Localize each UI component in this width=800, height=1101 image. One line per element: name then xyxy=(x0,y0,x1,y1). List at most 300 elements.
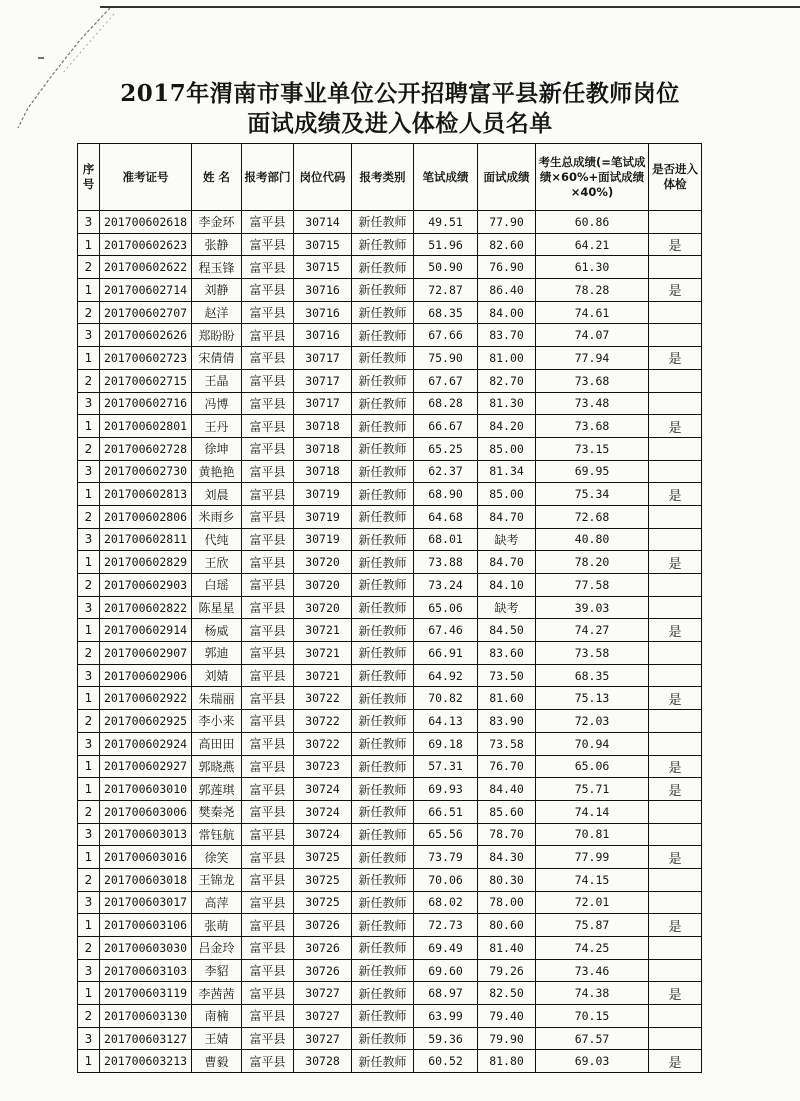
cell-dept: 富平县 xyxy=(242,279,294,302)
cell-interview: 85.00 xyxy=(478,483,536,506)
cell-written: 68.02 xyxy=(414,891,478,914)
cell-category: 新任教师 xyxy=(352,914,414,937)
cell-dept: 富平县 xyxy=(242,732,294,755)
cell-interview: 83.70 xyxy=(478,324,536,347)
cell-interview: 78.00 xyxy=(478,891,536,914)
cell-name: 赵洋 xyxy=(192,301,242,324)
cell-exam-id: 201700602714 xyxy=(100,279,192,302)
cell-total: 73.48 xyxy=(536,392,649,415)
cell-interview: 84.50 xyxy=(478,619,536,642)
cell-post: 30727 xyxy=(294,1005,352,1028)
cell-physical: 是 xyxy=(649,687,702,710)
cell-category: 新任教师 xyxy=(352,1027,414,1050)
cell-written: 68.01 xyxy=(414,528,478,551)
cell-category: 新任教师 xyxy=(352,301,414,324)
cell-total: 72.68 xyxy=(536,505,649,528)
cell-seq: 3 xyxy=(78,528,100,551)
cell-post: 30726 xyxy=(294,959,352,982)
cell-written: 67.66 xyxy=(414,324,478,347)
cell-seq: 1 xyxy=(78,846,100,869)
cell-exam-id: 201700602806 xyxy=(100,505,192,528)
table-row xyxy=(78,755,702,778)
cell-category: 新任教师 xyxy=(352,596,414,619)
cell-written: 73.24 xyxy=(414,574,478,597)
cell-name: 李貂 xyxy=(192,959,242,982)
cell-exam-id: 201700602801 xyxy=(100,415,192,438)
cell-physical xyxy=(649,868,702,891)
cell-physical xyxy=(649,891,702,914)
cell-interview: 84.20 xyxy=(478,415,536,438)
cell-total: 75.71 xyxy=(536,778,649,801)
cell-written: 69.93 xyxy=(414,778,478,801)
cell-physical: 是 xyxy=(649,914,702,937)
cell-post: 30715 xyxy=(294,256,352,279)
cell-physical xyxy=(649,392,702,415)
cell-interview: 84.30 xyxy=(478,846,536,869)
cell-written: 66.91 xyxy=(414,642,478,665)
scan-top-edge xyxy=(100,6,800,8)
cell-total: 74.14 xyxy=(536,800,649,823)
cell-post: 30722 xyxy=(294,687,352,710)
cell-dept: 富平县 xyxy=(242,1050,294,1073)
cell-category: 新任教师 xyxy=(352,823,414,846)
cell-name: 刘晨 xyxy=(192,483,242,506)
cell-post: 30724 xyxy=(294,778,352,801)
cell-total: 75.13 xyxy=(536,687,649,710)
cell-total: 69.95 xyxy=(536,460,649,483)
cell-category: 新任教师 xyxy=(352,528,414,551)
cell-name: 程玉锋 xyxy=(192,256,242,279)
cell-dept: 富平县 xyxy=(242,347,294,370)
cell-physical xyxy=(649,369,702,392)
cell-physical: 是 xyxy=(649,778,702,801)
cell-dept: 富平县 xyxy=(242,233,294,256)
cell-name: 郭迪 xyxy=(192,642,242,665)
cell-interview: 84.40 xyxy=(478,778,536,801)
cell-seq: 1 xyxy=(78,914,100,937)
cell-name: 李茜茜 xyxy=(192,982,242,1005)
cell-seq: 2 xyxy=(78,369,100,392)
cell-seq: 2 xyxy=(78,868,100,891)
cell-dept: 富平县 xyxy=(242,415,294,438)
cell-post: 30728 xyxy=(294,1050,352,1073)
cell-post: 30726 xyxy=(294,914,352,937)
cell-interview: 86.40 xyxy=(478,279,536,302)
header-exam-id: 准考证号 xyxy=(100,144,192,211)
cell-name: 吕金玲 xyxy=(192,937,242,960)
cell-interview: 76.90 xyxy=(478,256,536,279)
table-row xyxy=(78,778,702,801)
cell-post: 30720 xyxy=(294,596,352,619)
cell-exam-id: 201700602715 xyxy=(100,369,192,392)
header-written: 笔试成绩 xyxy=(414,144,478,211)
cell-exam-id: 201700602903 xyxy=(100,574,192,597)
cell-dept: 富平县 xyxy=(242,211,294,234)
cell-category: 新任教师 xyxy=(352,1050,414,1073)
cell-name: 高田田 xyxy=(192,732,242,755)
cell-exam-id: 201700602924 xyxy=(100,732,192,755)
cell-exam-id: 201700602730 xyxy=(100,460,192,483)
cell-physical xyxy=(649,211,702,234)
header-name: 姓 名 xyxy=(192,144,242,211)
cell-seq: 1 xyxy=(78,279,100,302)
cell-written: 68.35 xyxy=(414,301,478,324)
cell-total: 74.07 xyxy=(536,324,649,347)
cell-seq: 1 xyxy=(78,347,100,370)
header-physical: 是否进入体检 xyxy=(649,144,702,211)
cell-category: 新任教师 xyxy=(352,664,414,687)
cell-name: 郭晓燕 xyxy=(192,755,242,778)
cell-total: 40.80 xyxy=(536,528,649,551)
cell-total: 73.15 xyxy=(536,437,649,460)
cell-dept: 富平县 xyxy=(242,823,294,846)
cell-physical xyxy=(649,1027,702,1050)
cell-post: 30721 xyxy=(294,619,352,642)
table-row xyxy=(78,732,702,755)
cell-post: 30715 xyxy=(294,233,352,256)
cell-physical: 是 xyxy=(649,846,702,869)
cell-category: 新任教师 xyxy=(352,982,414,1005)
cell-exam-id: 201700603017 xyxy=(100,891,192,914)
cell-interview: 81.60 xyxy=(478,687,536,710)
cell-post: 30725 xyxy=(294,846,352,869)
cell-seq: 1 xyxy=(78,233,100,256)
cell-written: 68.28 xyxy=(414,392,478,415)
cell-interview: 73.58 xyxy=(478,732,536,755)
cell-exam-id: 201700603013 xyxy=(100,823,192,846)
cell-dept: 富平县 xyxy=(242,800,294,823)
table-row xyxy=(78,846,702,869)
cell-physical xyxy=(649,528,702,551)
cell-interview: 81.30 xyxy=(478,392,536,415)
cell-post: 30722 xyxy=(294,732,352,755)
cell-total: 77.58 xyxy=(536,574,649,597)
cell-dept: 富平县 xyxy=(242,619,294,642)
cell-physical xyxy=(649,596,702,619)
cell-post: 30727 xyxy=(294,982,352,1005)
cell-category: 新任教师 xyxy=(352,619,414,642)
cell-interview: 84.70 xyxy=(478,551,536,574)
cell-dept: 富平县 xyxy=(242,505,294,528)
cell-total: 74.15 xyxy=(536,868,649,891)
cell-post: 30721 xyxy=(294,664,352,687)
cell-written: 62.37 xyxy=(414,460,478,483)
cell-post: 30721 xyxy=(294,642,352,665)
cell-name: 高萍 xyxy=(192,891,242,914)
cell-name: 冯博 xyxy=(192,392,242,415)
table-row xyxy=(78,233,702,256)
cell-post: 30724 xyxy=(294,823,352,846)
cell-category: 新任教师 xyxy=(352,211,414,234)
cell-interview: 82.60 xyxy=(478,233,536,256)
cell-name: 王婧 xyxy=(192,1027,242,1050)
table-row xyxy=(78,211,702,234)
cell-name: 王锦龙 xyxy=(192,868,242,891)
cell-category: 新任教师 xyxy=(352,755,414,778)
cell-post: 30716 xyxy=(294,279,352,302)
cell-dept: 富平县 xyxy=(242,664,294,687)
cell-name: 黄艳艳 xyxy=(192,460,242,483)
cell-post: 30719 xyxy=(294,505,352,528)
cell-exam-id: 201700603130 xyxy=(100,1005,192,1028)
cell-interview: 缺考 xyxy=(478,596,536,619)
document-title: 2017年渭南市事业单位公开招聘富平县新任教师岗位 xyxy=(120,80,680,107)
cell-seq: 1 xyxy=(78,1050,100,1073)
cell-interview: 79.90 xyxy=(478,1027,536,1050)
table-row xyxy=(78,301,702,324)
table-row xyxy=(78,505,702,528)
cell-total: 73.68 xyxy=(536,369,649,392)
cell-exam-id: 201700602906 xyxy=(100,664,192,687)
cell-dept: 富平县 xyxy=(242,1005,294,1028)
cell-exam-id: 201700603103 xyxy=(100,959,192,982)
cell-seq: 2 xyxy=(78,505,100,528)
cell-total: 75.34 xyxy=(536,483,649,506)
cell-dept: 富平县 xyxy=(242,369,294,392)
cell-name: 常钰航 xyxy=(192,823,242,846)
cell-name: 米雨乡 xyxy=(192,505,242,528)
cell-physical xyxy=(649,710,702,733)
cell-interview: 81.40 xyxy=(478,937,536,960)
cell-exam-id: 201700603106 xyxy=(100,914,192,937)
cell-exam-id: 201700602626 xyxy=(100,324,192,347)
cell-dept: 富平县 xyxy=(242,710,294,733)
table-row xyxy=(78,483,702,506)
header-post: 岗位代码 xyxy=(294,144,352,211)
cell-post: 30717 xyxy=(294,369,352,392)
cell-written: 65.56 xyxy=(414,823,478,846)
cell-exam-id: 201700603119 xyxy=(100,982,192,1005)
cell-interview: 83.60 xyxy=(478,642,536,665)
cell-seq: 1 xyxy=(78,687,100,710)
cell-name: 徐笑 xyxy=(192,846,242,869)
cell-physical xyxy=(649,301,702,324)
table-header-row xyxy=(78,144,702,211)
cell-interview: 85.00 xyxy=(478,437,536,460)
cell-total: 74.61 xyxy=(536,301,649,324)
cell-name: 王欣 xyxy=(192,551,242,574)
cell-exam-id: 201700602829 xyxy=(100,551,192,574)
table-body xyxy=(78,211,702,1073)
cell-written: 72.87 xyxy=(414,279,478,302)
table-row xyxy=(78,800,702,823)
cell-interview: 78.70 xyxy=(478,823,536,846)
cell-interview: 76.70 xyxy=(478,755,536,778)
cell-exam-id: 201700602716 xyxy=(100,392,192,415)
cell-total: 67.57 xyxy=(536,1027,649,1050)
cell-name: 白瑶 xyxy=(192,574,242,597)
cell-interview: 81.80 xyxy=(478,1050,536,1073)
cell-post: 30717 xyxy=(294,392,352,415)
cell-category: 新任教师 xyxy=(352,347,414,370)
cell-seq: 3 xyxy=(78,891,100,914)
cell-post: 30725 xyxy=(294,891,352,914)
cell-dept: 富平县 xyxy=(242,914,294,937)
cell-total: 78.28 xyxy=(536,279,649,302)
cell-seq: 2 xyxy=(78,256,100,279)
cell-written: 59.36 xyxy=(414,1027,478,1050)
cell-category: 新任教师 xyxy=(352,687,414,710)
cell-dept: 富平县 xyxy=(242,1027,294,1050)
cell-category: 新任教师 xyxy=(352,732,414,755)
cell-exam-id: 201700602925 xyxy=(100,710,192,733)
cell-exam-id: 201700603127 xyxy=(100,1027,192,1050)
cell-category: 新任教师 xyxy=(352,233,414,256)
cell-total: 73.58 xyxy=(536,642,649,665)
cell-written: 72.73 xyxy=(414,914,478,937)
cell-total: 74.25 xyxy=(536,937,649,960)
cell-category: 新任教师 xyxy=(352,256,414,279)
table-row xyxy=(78,574,702,597)
cell-physical xyxy=(649,460,702,483)
cell-written: 69.60 xyxy=(414,959,478,982)
cell-post: 30719 xyxy=(294,528,352,551)
cell-total: 70.15 xyxy=(536,1005,649,1028)
header-category: 报考类别 xyxy=(352,144,414,211)
cell-post: 30717 xyxy=(294,347,352,370)
cell-dept: 富平县 xyxy=(242,868,294,891)
table-row xyxy=(78,528,702,551)
table-row xyxy=(78,687,702,710)
cell-category: 新任教师 xyxy=(352,846,414,869)
table-row xyxy=(78,392,702,415)
cell-exam-id: 201700603018 xyxy=(100,868,192,891)
cell-exam-id: 201700603213 xyxy=(100,1050,192,1073)
cell-category: 新任教师 xyxy=(352,437,414,460)
cell-written: 66.67 xyxy=(414,415,478,438)
cell-written: 65.06 xyxy=(414,596,478,619)
cell-dept: 富平县 xyxy=(242,596,294,619)
cell-seq: 3 xyxy=(78,823,100,846)
header-seq: 序号 xyxy=(78,144,100,211)
cell-dept: 富平县 xyxy=(242,846,294,869)
cell-total: 39.03 xyxy=(536,596,649,619)
table-row xyxy=(78,415,702,438)
cell-category: 新任教师 xyxy=(352,959,414,982)
table-row xyxy=(78,891,702,914)
cell-dept: 富平县 xyxy=(242,937,294,960)
cell-post: 30718 xyxy=(294,460,352,483)
cell-name: 郭莲琪 xyxy=(192,778,242,801)
cell-physical xyxy=(649,437,702,460)
cell-interview: 81.00 xyxy=(478,347,536,370)
cell-dept: 富平县 xyxy=(242,959,294,982)
cell-dept: 富平县 xyxy=(242,755,294,778)
cell-total: 61.30 xyxy=(536,256,649,279)
cell-post: 30714 xyxy=(294,211,352,234)
cell-exam-id: 201700602907 xyxy=(100,642,192,665)
cell-interview: 82.50 xyxy=(478,982,536,1005)
cell-physical: 是 xyxy=(649,755,702,778)
cell-written: 70.06 xyxy=(414,868,478,891)
results-table xyxy=(77,143,702,1073)
table-row xyxy=(78,596,702,619)
cell-written: 64.68 xyxy=(414,505,478,528)
cell-physical: 是 xyxy=(649,279,702,302)
cell-seq: 3 xyxy=(78,664,100,687)
cell-name: 刘静 xyxy=(192,279,242,302)
cell-physical xyxy=(649,732,702,755)
cell-written: 64.92 xyxy=(414,664,478,687)
cell-interview: 80.60 xyxy=(478,914,536,937)
cell-physical xyxy=(649,800,702,823)
cell-post: 30720 xyxy=(294,574,352,597)
cell-written: 67.67 xyxy=(414,369,478,392)
cell-exam-id: 201700602811 xyxy=(100,528,192,551)
cell-physical xyxy=(649,1005,702,1028)
cell-post: 30724 xyxy=(294,800,352,823)
table-row xyxy=(78,1005,702,1028)
cell-interview: 79.40 xyxy=(478,1005,536,1028)
cell-exam-id: 201700602822 xyxy=(100,596,192,619)
cell-exam-id: 201700602728 xyxy=(100,437,192,460)
cell-name: 朱瑞丽 xyxy=(192,687,242,710)
cell-category: 新任教师 xyxy=(352,710,414,733)
cell-dept: 富平县 xyxy=(242,574,294,597)
cell-written: 64.13 xyxy=(414,710,478,733)
cell-interview: 77.90 xyxy=(478,211,536,234)
cell-total: 60.86 xyxy=(536,211,649,234)
cell-physical: 是 xyxy=(649,619,702,642)
cell-category: 新任教师 xyxy=(352,868,414,891)
cell-dept: 富平县 xyxy=(242,528,294,551)
cell-dept: 富平县 xyxy=(242,256,294,279)
cell-name: 樊秦尧 xyxy=(192,800,242,823)
cell-interview: 84.70 xyxy=(478,505,536,528)
cell-exam-id: 201700602622 xyxy=(100,256,192,279)
cell-seq: 3 xyxy=(78,324,100,347)
cell-name: 徐坤 xyxy=(192,437,242,460)
cell-written: 49.51 xyxy=(414,211,478,234)
cell-written: 50.90 xyxy=(414,256,478,279)
cell-total: 65.06 xyxy=(536,755,649,778)
document-subtitle: 面试成绩及进入体检人员名单 xyxy=(247,110,553,137)
header-interview: 面试成绩 xyxy=(478,144,536,211)
cell-name: 李金环 xyxy=(192,211,242,234)
cell-seq: 2 xyxy=(78,301,100,324)
table-row xyxy=(78,868,702,891)
cell-post: 30718 xyxy=(294,415,352,438)
cell-dept: 富平县 xyxy=(242,778,294,801)
cell-written: 73.79 xyxy=(414,846,478,869)
cell-interview: 85.60 xyxy=(478,800,536,823)
cell-category: 新任教师 xyxy=(352,778,414,801)
table-row xyxy=(78,1050,702,1073)
cell-total: 73.68 xyxy=(536,415,649,438)
cell-post: 30716 xyxy=(294,324,352,347)
cell-category: 新任教师 xyxy=(352,800,414,823)
cell-category: 新任教师 xyxy=(352,483,414,506)
cell-interview: 73.50 xyxy=(478,664,536,687)
cell-physical: 是 xyxy=(649,233,702,256)
cell-post: 30716 xyxy=(294,301,352,324)
cell-seq: 1 xyxy=(78,778,100,801)
cell-interview: 81.34 xyxy=(478,460,536,483)
cell-post: 30725 xyxy=(294,868,352,891)
cell-exam-id: 201700602707 xyxy=(100,301,192,324)
cell-physical xyxy=(649,823,702,846)
cell-post: 30722 xyxy=(294,710,352,733)
cell-seq: 2 xyxy=(78,800,100,823)
cell-post: 30720 xyxy=(294,551,352,574)
cell-name: 宋倩倩 xyxy=(192,347,242,370)
cell-seq: 3 xyxy=(78,959,100,982)
cell-name: 王晶 xyxy=(192,369,242,392)
cell-written: 68.97 xyxy=(414,982,478,1005)
cell-interview: 82.70 xyxy=(478,369,536,392)
cell-name: 杨威 xyxy=(192,619,242,642)
cell-category: 新任教师 xyxy=(352,392,414,415)
